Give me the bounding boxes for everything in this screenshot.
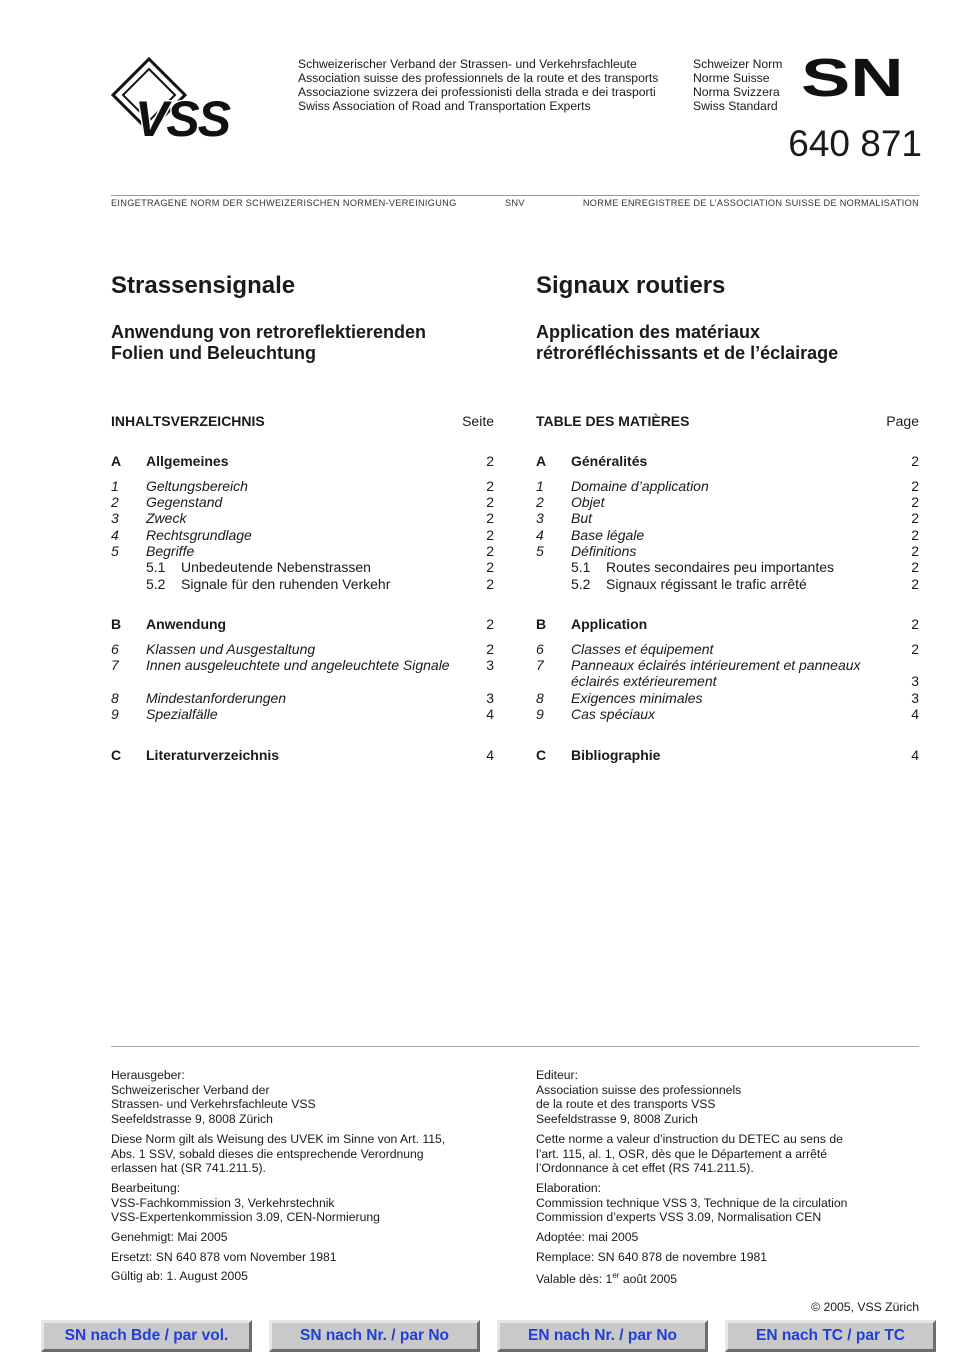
toc-page-number: 4 [911, 706, 919, 722]
editing-line: VSS-Fachkommission 3, Verkehrstechnik [111, 1195, 335, 1210]
toc-item-title: Cas spéciaux [571, 706, 656, 722]
toc-subitem-title: Signaux régissant le trafic arrêté [606, 576, 807, 592]
toc-page-number: 2 [911, 478, 919, 494]
toc-page-number: 2 [486, 478, 494, 494]
toc-item-title: Mindestanforderungen [146, 690, 287, 706]
standard-names [693, 57, 782, 113]
toc-page-number: 2 [911, 616, 919, 632]
editing-label: Elaboration: [536, 1180, 602, 1195]
toc-item-number: 3 [536, 510, 544, 526]
toc-section-de-b[interactable] [111, 616, 494, 632]
toc-page-number: 2 [486, 453, 494, 469]
publisher-label: Herausgeber: [111, 1068, 185, 1082]
publisher-block-de [111, 1068, 511, 1127]
subtitle-fr-line1: Application des matériaux [536, 322, 761, 342]
toc-page-number: 2 [911, 510, 919, 526]
toc-item-title: Base légale [571, 527, 645, 543]
toc-page-label-de: Seite [462, 413, 494, 429]
toc-item-title: Zweck [146, 510, 187, 526]
nav-button-sn-by-volume[interactable]: SN nach Bde / par vol. [41, 1320, 252, 1352]
toc-page-number: 4 [911, 747, 919, 763]
toc-item-number: 2 [111, 494, 119, 510]
subtitle-fr [536, 322, 838, 364]
toc-item-number: 2 [536, 494, 544, 510]
publisher-line: Schweizerischer Verband der [111, 1082, 270, 1097]
toc-item-de-3[interactable] [111, 510, 494, 526]
toc-item-title: Spezialfälle [146, 706, 218, 722]
toc-section-title: Généralités [571, 453, 648, 469]
association-name-it: Associazione svizzera dei professionisti della strada e dei trasporti [298, 85, 656, 99]
editing-label: Bearbeitung: [111, 1180, 181, 1195]
toc-section-letter: B [536, 616, 547, 632]
publisher-line: Strassen- und Verkehrsfachleute VSS [111, 1097, 316, 1112]
sn-logo-graphic [801, 56, 921, 110]
toc-item-de-2[interactable] [111, 494, 494, 510]
toc-item-title: Begriffe [146, 543, 195, 559]
subtitle-fr-line2: rétroréfléchissants et de l’éclairage [536, 343, 839, 363]
toc-item-number: 9 [536, 706, 544, 722]
toc-page-number: 3 [486, 657, 494, 673]
valid-from-fr [536, 1269, 926, 1287]
editing-block-de [111, 1181, 511, 1225]
toc-item-number: 1 [536, 478, 544, 494]
editing-line: Commission d’experts VSS 3.09, Normalisation CEN [536, 1210, 822, 1225]
toc-subitem-number: 5.1 [146, 559, 166, 575]
toc-item-fr-7[interactable] [536, 657, 919, 689]
toc-page-number: 2 [486, 641, 494, 657]
toc-subitem-title: Signale für den ruhenden Verkehr [181, 576, 391, 592]
toc-page-label-fr: Page [886, 413, 919, 429]
subtitle-de-line2: Folien und Beleuchtung [111, 343, 316, 363]
toc-subitem-number: 5.2 [571, 576, 591, 592]
association-name-en: Swiss Association of Road and Transportation Experts [298, 99, 591, 113]
toc-item-de-9[interactable] [111, 706, 494, 722]
registration-de: EINGETRAGENE NORM DER SCHWEIZERISCHEN NORMEN-VEREINIGUNG [111, 198, 457, 208]
document-number: 640 871 [788, 123, 922, 164]
toc-subitem-fr-5-1[interactable] [536, 559, 919, 575]
toc-section-title: Application [571, 616, 648, 632]
toc-section-title: Literaturverzeichnis [146, 747, 280, 763]
subtitle-de-line1: Anwendung von retroreflektierenden [111, 322, 427, 342]
valid-from-prefix: Valable dès: 1 [536, 1272, 613, 1287]
standard-name-fr: Norme Suisse [693, 71, 770, 85]
publisher-block-fr [536, 1068, 926, 1127]
toc-item-number: 6 [536, 641, 544, 657]
toc-item-title: Klassen und Ausgestaltung [146, 641, 316, 657]
toc-item-title: Définitions [571, 543, 637, 559]
toc-page-number: 3 [911, 690, 919, 706]
toc-item-fr-6[interactable] [536, 641, 919, 657]
sn-logo-text: SN [801, 56, 904, 108]
toc-item-number: 4 [536, 527, 544, 543]
toc-item-de-6[interactable] [111, 641, 494, 657]
publisher-line: Association suisse des professionnels [536, 1082, 742, 1097]
toc-item-title: Innen ausgeleuchtete und angeleuchtete Signale [146, 657, 450, 673]
toc-section-letter: B [111, 616, 122, 632]
nav-button-en-by-tc[interactable]: EN nach TC / par TC [725, 1320, 936, 1352]
approved-de: Genehmigt: Mai 2005 [111, 1230, 228, 1245]
valid-from-superscript: er [612, 1271, 620, 1281]
association-name-de: Schweizerischer Verband der Strassen- und Verkehrsfachleute [298, 57, 637, 71]
toc-page-number: 2 [911, 543, 919, 559]
toc-item-title: Panneaux éclairés intérieurement et panneaux [571, 657, 861, 673]
toc-section-letter: C [111, 747, 122, 763]
sn-logo [801, 56, 921, 115]
toc-item-title: Exigences minimales [571, 690, 703, 706]
toc-item-number: 8 [536, 690, 544, 706]
toc-item-title: But [571, 510, 593, 526]
editing-line: Commission technique VSS 3, Technique de la circulation [536, 1195, 848, 1210]
vss-logo-graphic [111, 57, 291, 139]
toc-item-number: 3 [111, 510, 119, 526]
association-name-fr: Association suisse des professionnels de la route et des transports [298, 71, 659, 85]
registration-fr: NORME ENREGISTREE DE L’ASSOCIATION SUISSE DE NORMALISATION [582, 198, 919, 208]
title-fr: Signaux routiers [536, 272, 726, 299]
toc-section-title: Anwendung [146, 616, 227, 632]
toc-item-number: 8 [111, 690, 119, 706]
toc-page-number: 2 [486, 616, 494, 632]
toc-item-title-line2: éclairés extérieurement [571, 673, 717, 689]
nav-button-sn-by-number[interactable]: SN nach Nr. / par No [269, 1320, 480, 1352]
toc-item-number: 6 [111, 641, 119, 657]
toc-page-number: 2 [486, 543, 494, 559]
toc-section-letter: C [536, 747, 547, 763]
toc-page-number: 2 [486, 576, 494, 592]
publisher-line: Seefeldstrasse 9, 8008 Zurich [536, 1112, 698, 1127]
toc-item-number: 7 [111, 657, 119, 673]
replaces-fr: Remplace: SN 640 878 de novembre 1981 [536, 1249, 768, 1264]
toc-subitem-fr-5-2[interactable] [536, 576, 919, 592]
toc-item-de-8[interactable] [111, 690, 494, 706]
toc-page-number: 3 [486, 690, 494, 706]
toc-item-de-5[interactable] [111, 543, 494, 559]
toc-page-number: 2 [911, 641, 919, 657]
editing-block-fr [536, 1181, 926, 1225]
vss-logo [111, 57, 291, 139]
toc-item-number: 1 [111, 478, 119, 494]
toc-item-title: Gegenstand [146, 494, 223, 510]
title-de: Strassensignale [111, 272, 296, 299]
publisher-line: Seefeldstrasse 9, 8008 Zürich [111, 1112, 273, 1127]
toc-item-fr-4[interactable] [536, 527, 919, 543]
toc-item-fr-5[interactable] [536, 543, 919, 559]
toc-subitem-de-5-2[interactable] [111, 576, 494, 592]
toc-item-de-1[interactable] [111, 478, 494, 494]
toc-item-number: 5 [111, 543, 119, 559]
toc-item-fr-2[interactable] [536, 494, 919, 510]
toc-page-number: 3 [911, 673, 919, 689]
validity-line: Cette norme a valeur d’instruction du DETEC au sens de [536, 1131, 843, 1146]
validity-line: Diese Norm gilt als Weisung des UVEK im Sinne von Art. 115, [111, 1131, 446, 1146]
toc-section-de-c[interactable] [111, 747, 494, 763]
editing-line: VSS-Expertenkommission 3.09, CEN-Normierung [111, 1210, 380, 1225]
toc-section-title: Allgemeines [146, 453, 229, 469]
validity-line: l’Ordonnance à cet effet (RS 741.211.5). [536, 1161, 754, 1176]
publisher-label: Editeur: [536, 1068, 579, 1082]
toc-heading-fr: TABLE DES MATIÈRES [536, 413, 690, 429]
validity-line: Abs. 1 SSV, sobald dieses die entsprechende Verordnung [111, 1146, 424, 1161]
toc-subitem-number: 5.1 [571, 559, 591, 575]
toc-page-number: 2 [911, 559, 919, 575]
footer-divider [111, 1046, 919, 1047]
registration-snv: SNV [505, 198, 525, 208]
toc-item-title: Rechtsgrundlage [146, 527, 252, 543]
toc-item-number: 7 [536, 657, 544, 673]
vss-logo-text: VSS [135, 91, 230, 139]
toc-section-letter: A [536, 453, 547, 469]
toc-section-fr-a[interactable] [536, 453, 919, 469]
toc-heading-de: INHALTSVERZEICHNIS [111, 413, 265, 429]
toc-page-number: 4 [486, 747, 494, 763]
toc-subitem-number: 5.2 [146, 576, 166, 592]
toc-item-number: 5 [536, 543, 544, 559]
copyright: © 2005, VSS Zürich [811, 1300, 919, 1314]
publisher-line: de la route et des transports VSS [536, 1097, 716, 1112]
toc-section-de-a[interactable] [111, 453, 494, 469]
standard-name-de: Schweizer Norm [693, 57, 783, 71]
toc-item-fr-8[interactable] [536, 690, 919, 706]
replaces-de: Ersetzt: SN 640 878 vom November 1981 [111, 1249, 337, 1264]
toc-page-number: 2 [911, 494, 919, 510]
toc-item-number: 9 [111, 706, 119, 722]
toc-item-de-4[interactable] [111, 527, 494, 543]
validity-block-de [111, 1132, 511, 1176]
toc-item-fr-1[interactable] [536, 478, 919, 494]
toc-section-title: Bibliographie [571, 747, 661, 763]
validity-block-fr [536, 1132, 926, 1176]
footer-fr [536, 1068, 926, 1292]
toc-page-number: 2 [486, 527, 494, 543]
standard-name-it: Norma Svizzera [693, 85, 780, 99]
subtitle-de [111, 322, 426, 364]
toc-subitem-title: Routes secondaires peu importantes [606, 559, 835, 575]
valid-from-de: Gültig ab: 1. August 2005 [111, 1269, 248, 1284]
toc-item-title: Objet [571, 494, 605, 510]
toc-page-number: 2 [911, 453, 919, 469]
toc-section-fr-c[interactable] [536, 747, 919, 763]
toc-section-letter: A [111, 453, 122, 469]
toc-item-fr-9[interactable] [536, 706, 919, 722]
valid-from-suffix: août 2005 [619, 1272, 678, 1287]
toc-item-title: Classes et équipement [571, 641, 714, 657]
validity-line: l’art. 115, al. 1, OSR, dès que le Département a arrêté [536, 1146, 828, 1161]
toc-page-number: 2 [486, 510, 494, 526]
toc-item-fr-3[interactable] [536, 510, 919, 526]
footer-de [111, 1068, 511, 1289]
header-divider [111, 195, 919, 196]
toc-page-number: 2 [911, 527, 919, 543]
association-names [298, 57, 658, 113]
approved-fr: Adoptée: mai 2005 [536, 1230, 639, 1245]
toc-item-title: Domaine d’application [571, 478, 709, 494]
toc-page-number: 2 [486, 494, 494, 510]
standard-name-en: Swiss Standard [693, 99, 778, 113]
toc-item-title: Geltungsbereich [146, 478, 248, 494]
toc-section-fr-b[interactable] [536, 616, 919, 632]
toc-subitem-title: Unbedeutende Nebenstrassen [181, 559, 371, 575]
toc-item-number: 4 [111, 527, 119, 543]
toc-item-de-7[interactable] [111, 657, 494, 673]
toc-page-number: 2 [911, 576, 919, 592]
nav-button-en-by-number[interactable]: EN nach Nr. / par No [497, 1320, 708, 1352]
toc-page-number: 2 [486, 559, 494, 575]
validity-line: erlassen hat (SR 741.211.5). [111, 1161, 266, 1176]
toc-subitem-de-5-1[interactable] [111, 559, 494, 575]
toc-page-number: 4 [486, 706, 494, 722]
